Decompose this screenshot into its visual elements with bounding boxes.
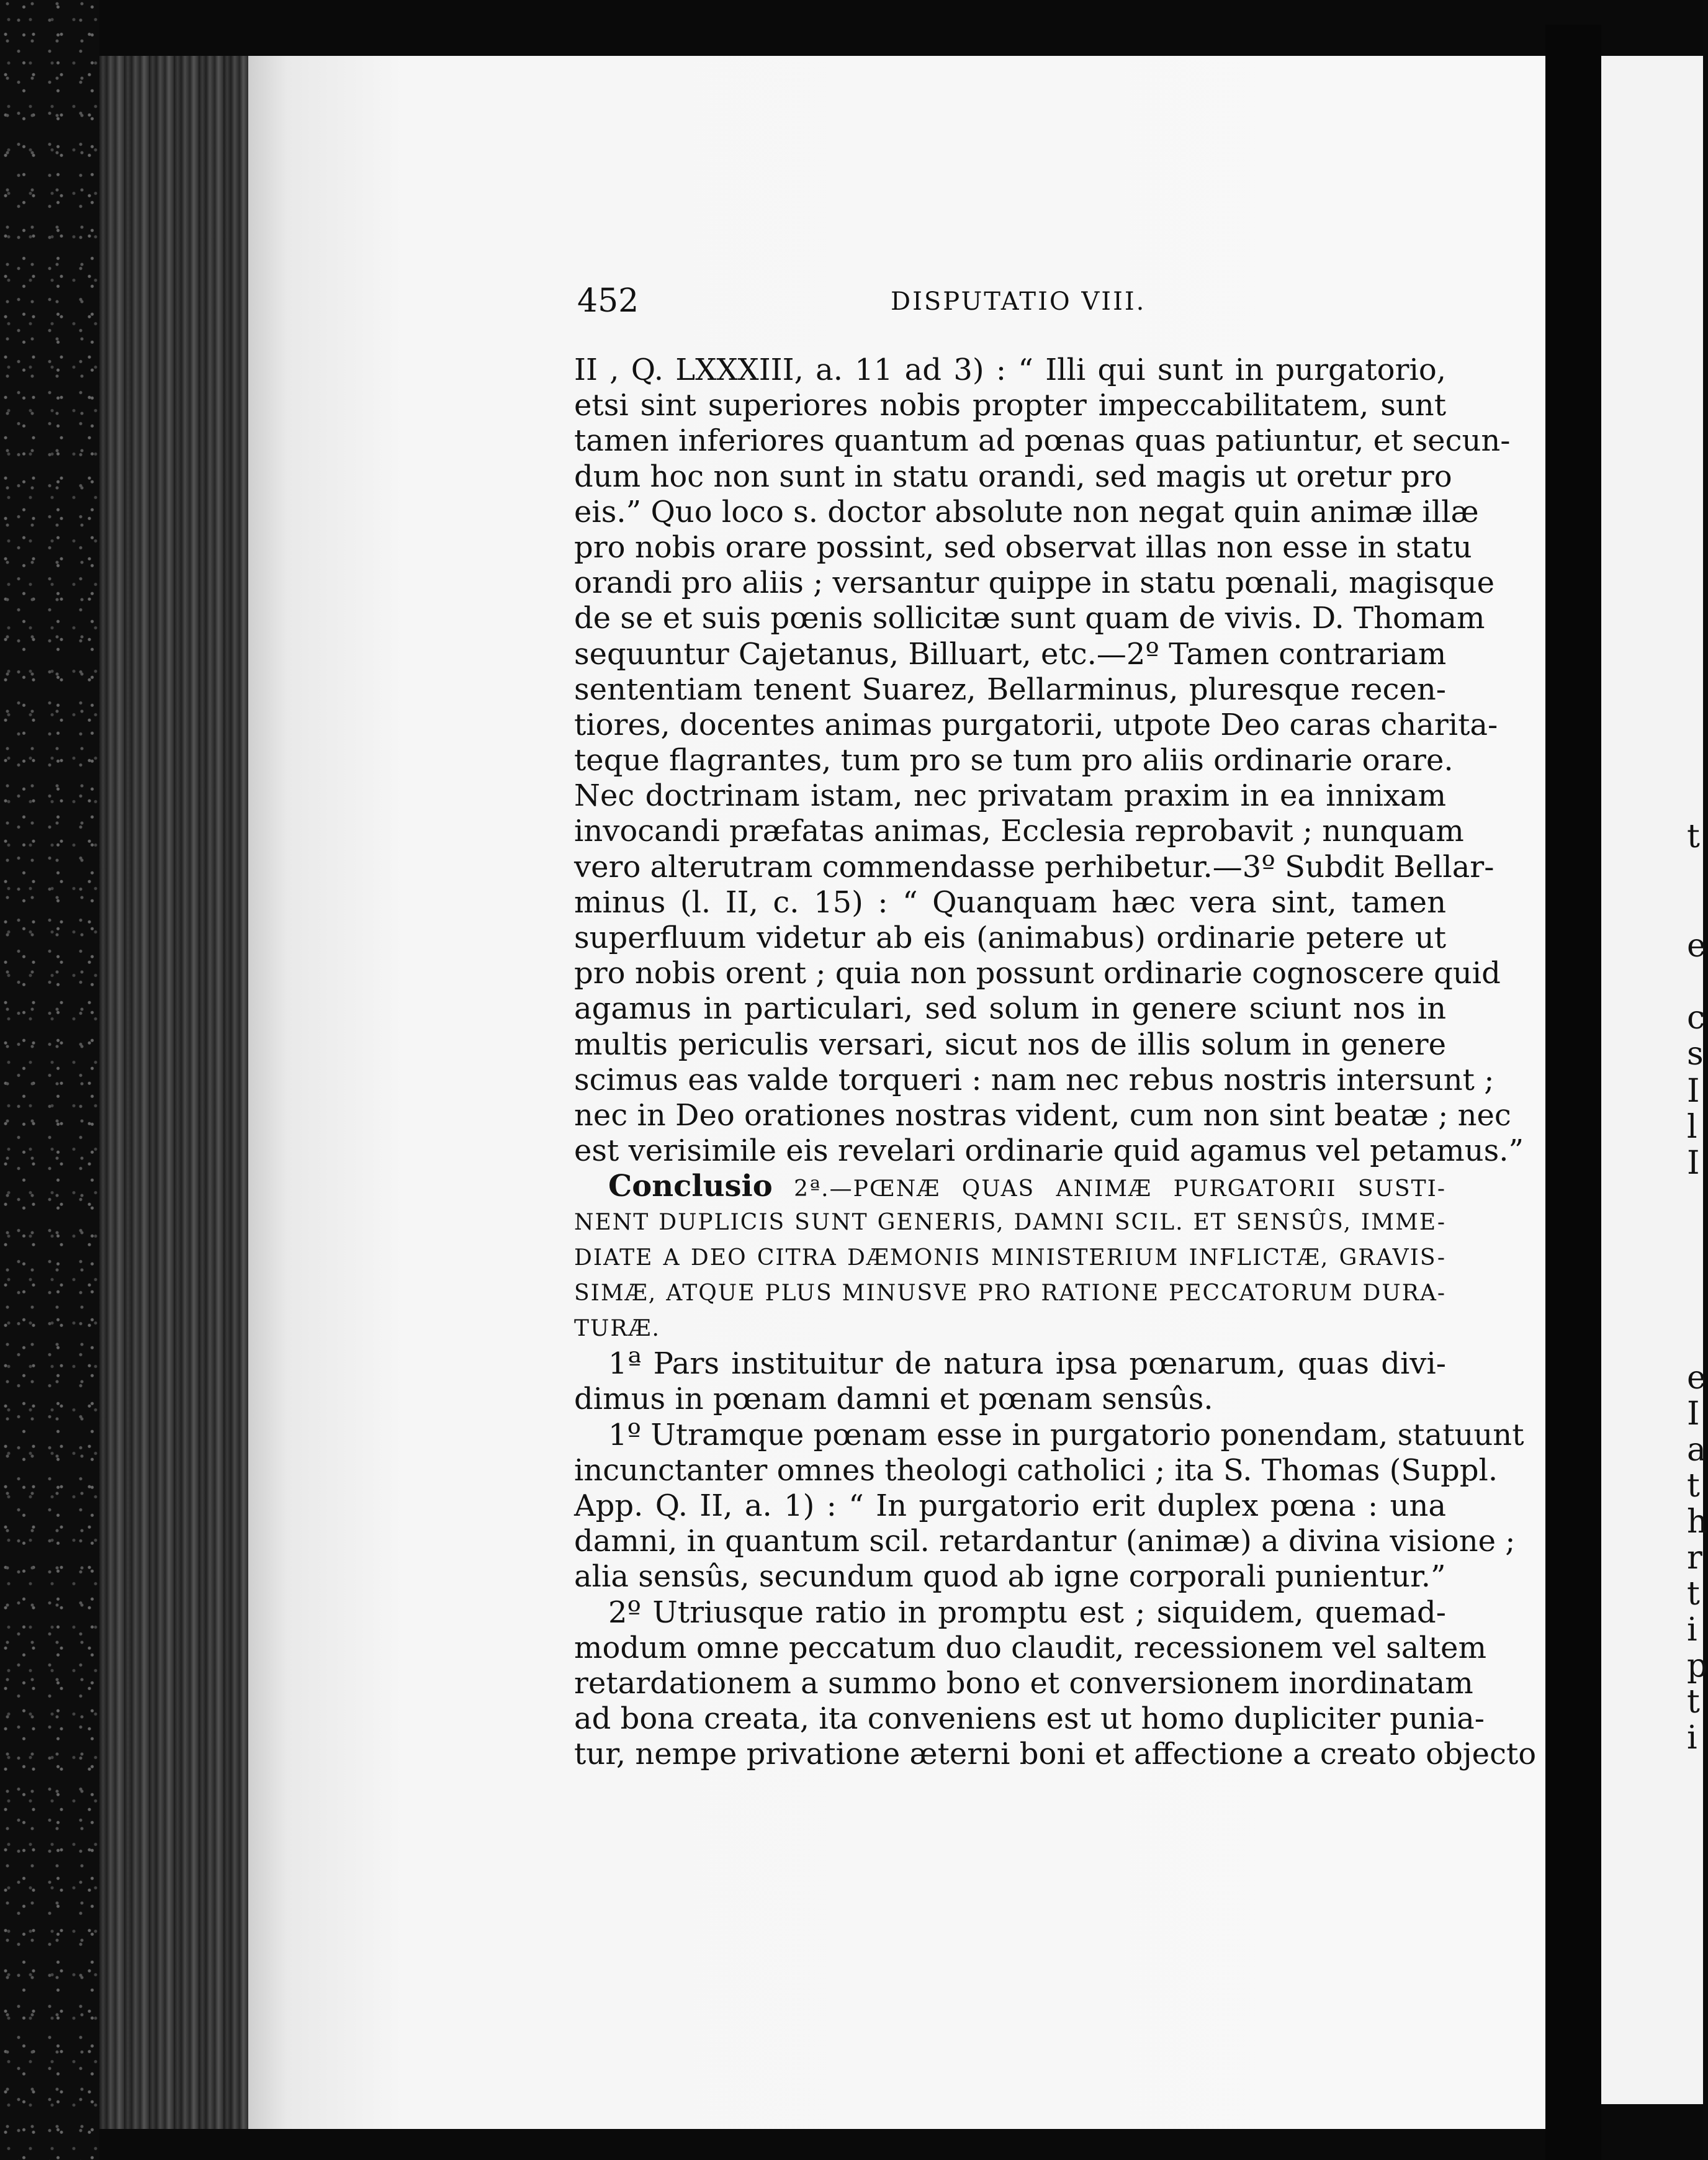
text-line: sententiam tenent Suarez, Bellarminus, pluresque recen- <box>574 672 1446 707</box>
text-line: pro nobis orare possint, sed observat illas non esse in statu <box>574 529 1472 565</box>
fragment-char: t <box>1687 1575 1700 1613</box>
conclusio-line: SIMÆ, ATQUE PLUS MINUSVE PRO RATIONE PECCATORUM DURA- <box>574 1280 1446 1306</box>
fragment-char: t <box>1687 818 1700 855</box>
conclusio-line: NENT DUPLICIS SUNT GENERIS, DAMNI SCIL. ET SENSÛS, IMME- <box>574 1209 1446 1235</box>
text-line: de se et suis pœnis sollicitæ sunt quam de vivis. D. Thomam <box>574 601 1485 636</box>
fragment-char: e <box>1687 1359 1706 1397</box>
paragraph-1-line: damni, in quantum scil. retardantur (animæ) a divina visione ; <box>574 1524 1516 1559</box>
page-number: 452 <box>577 282 639 320</box>
text-line: invocandi præfatas animas, Ecclesia reprobavit ; nunquam <box>574 814 1464 849</box>
page-gap <box>1545 25 1601 2160</box>
paragraph-2-line: modum omne peccatum duo claudit, recessionem vel saltem <box>574 1630 1486 1665</box>
paragraph-2-line: 2º Utriusque ratio in promptu est ; siquidem, quemad- <box>608 1595 1446 1630</box>
text-line: II , Q. LXXXIII, a. 11 ad 3) : “ Illi qui sunt in purgatorio, <box>574 353 1446 387</box>
text-line: teque flagrantes, tum pro se tum pro aliis ordinarie orare. <box>574 743 1454 778</box>
fragment-char: r <box>1687 1539 1702 1577</box>
text-line: tamen inferiores quantum ad pœnas quas patiuntur, et secun- <box>574 423 1511 459</box>
text-line: minus (l. II, c. 15) : “ Quanquam hæc vera sint, tamen <box>574 884 1446 920</box>
fragment-char: I <box>1687 1073 1700 1110</box>
fragment-char: h <box>1687 1503 1708 1541</box>
paragraph-2-line: tur, nempe privatione æterni boni et affectione a creato objecto <box>574 1737 1537 1772</box>
text-line: est verisimile eis revelari ordinarie quid agamus vel petamus.” <box>574 1133 1524 1169</box>
fragment-char: t <box>1687 1683 1700 1721</box>
text-line: vero alterutram commendasse perhibetur.—3º Subdit Bellar- <box>574 849 1494 884</box>
conclusio-label: Conclusio <box>608 1169 773 1204</box>
text-line: pro nobis orent ; quia non possunt ordinarie cognoscere quid <box>574 956 1501 991</box>
running-title: DISPUTATIO VIII. <box>891 287 1146 316</box>
text-line: agamus in particulari, sed solum in genere sciunt nos in <box>574 991 1446 1027</box>
paragraph-2-line: ad bona creata, ita conveniens est ut homo dupliciter punia- <box>574 1701 1485 1737</box>
fragment-char: e <box>1687 927 1706 965</box>
text-line: scimus eas valde torqueri : nam nec rebus nostris intersunt ; <box>574 1062 1494 1097</box>
fragment-char: i <box>1687 1719 1697 1757</box>
fragment-char: p <box>1687 1647 1708 1685</box>
pars-line: dimus in pœnam damni et pœnam sensûs. <box>574 1382 1213 1417</box>
text-line: eis.” Quo loco s. doctor absolute non negat quin animæ illæ <box>574 494 1479 529</box>
fragment-char: a <box>1687 1431 1707 1469</box>
fragment-char: s <box>1687 1035 1704 1073</box>
paragraph-1-line: 1º Utramque pœnam esse in purgatorio ponendam, statuunt <box>608 1417 1524 1452</box>
book-edge-background <box>0 0 99 2160</box>
text-line: etsi sint superiores nobis propter impeccabilitatem, sunt <box>574 388 1446 423</box>
paragraph-1-line: App. Q. II, a. 1) : “ In purgatorio erit duplex pœna : una <box>574 1488 1446 1523</box>
paragraph-2-line: retardationem a summo bono et conversionem inordinatam <box>574 1665 1473 1701</box>
fragment-char: I <box>1687 1145 1700 1182</box>
text-line: tiores, docentes animas purgatorii, utpote Deo caras charita- <box>574 707 1498 742</box>
fragment-char: t <box>1687 1467 1700 1505</box>
conclusio-first-line-text: 2ª.—PŒNÆ QUAS ANIMÆ PURGATORII SUSTI- <box>794 1176 1446 1202</box>
text-line: nec in Deo orationes nostras vident, cum non sint beatæ ; nec <box>574 1097 1511 1133</box>
fragment-char: i <box>1687 1611 1697 1649</box>
fragment-char: I <box>1687 1395 1700 1433</box>
page-body-text <box>574 353 1537 1773</box>
text-line: dum hoc non sunt in statu orandi, sed magis ut oretur pro <box>574 459 1452 494</box>
conclusio-line: DIATE A DEO CITRA DÆMONIS MINISTERIUM INFLICTÆ, GRAVIS- <box>574 1244 1446 1271</box>
paragraph-1-line: incunctanter omnes theologi catholici ; ita S. Thomas (Suppl. <box>574 1452 1498 1488</box>
conclusio-line: TURÆ. <box>574 1316 660 1342</box>
conclusio-heading-line <box>574 1169 1446 1204</box>
fragment-char: c <box>1687 999 1706 1037</box>
fragment-char: l <box>1687 1109 1697 1146</box>
text-line: multis periculis versari, sicut nos de illis solum in genere <box>574 1027 1446 1062</box>
pars-line: 1ª Pars instituitur de natura ipsa pœnarum, quas divi- <box>608 1346 1446 1382</box>
text-line: superfluum videtur ab eis (animabus) ordinarie petere ut <box>574 920 1446 955</box>
book-page-stack <box>99 56 248 2129</box>
text-line: sequuntur Cajetanus, Billuart, etc.—2º Tamen contrariam <box>574 636 1447 672</box>
page-header <box>577 282 1446 326</box>
text-line: Nec doctrinam istam, nec privatam praxim in ea innixam <box>574 778 1446 814</box>
text-line: orandi pro aliis ; versantur quippe in statu pœnali, magisque <box>574 565 1495 601</box>
paragraph-1-line: alia sensûs, secundum quod ab igne corporali punientur.” <box>574 1559 1446 1595</box>
